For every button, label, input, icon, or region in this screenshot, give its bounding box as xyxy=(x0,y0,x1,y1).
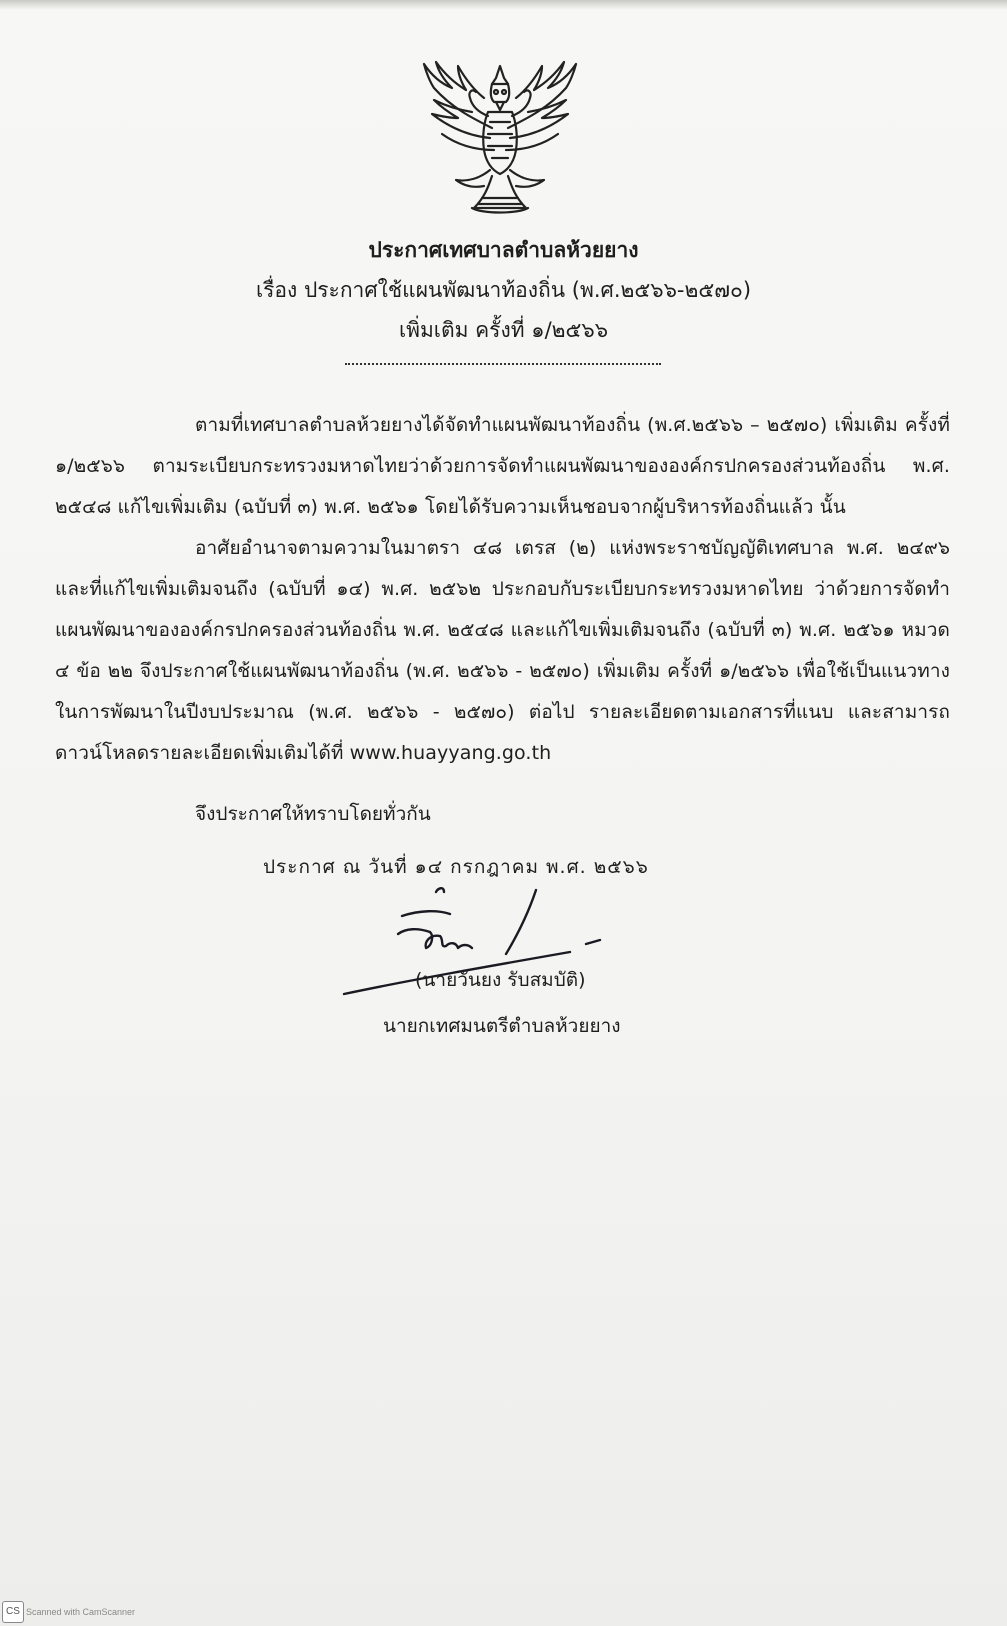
garuda-emblem-icon xyxy=(412,58,588,216)
closing-statement: จึงประกาศให้ทราบโดยทั่วกัน xyxy=(195,803,431,825)
announcement-title: ประกาศเทศบาลตำบลห้วยยาง xyxy=(368,238,639,262)
signer-name: (นายวันยง รับสมบัติ) xyxy=(415,969,586,991)
body-paragraph-1: ตามที่เทศบาลตำบลห้วยยางได้จัดทำแผนพัฒนาท้องถิ่น (พ.ศ.๒๕๖๖ – ๒๕๗๐) เพิ่มเติม ครั้งที่ ๑/๒๕๖๖ ตามระเบียบกระทรวงมหาดไทยว่าด้วยการจัดทำแผนพัฒนาขององค์กรปกครองส่วนท้องถิ่น พ.ศ. ๒๕๔๘ แก้ไขเพิ่มเติม (ฉบับที่ ๓) พ.ศ. ๒๕๖๑ โดยได้รับความเห็นชอบจากผู้บริหารท้องถิ่นแล้ว นั้น xyxy=(55,414,950,518)
body-paragraph-2: อาศัยอำนาจตามความในมาตรา ๔๘ เตรส (๒) แห่งพระราชบัญญัติเทศบาล พ.ศ. ๒๔๙๖ และที่แก้ไขเพิ่มเติมจนถึง (ฉบับที่ ๑๔) พ.ศ. ๒๕๖๒ ประกอบกับระเบียบกระทรวงมหาดไทย ว่าด้วยการจัดทำแผนพัฒนาขององค์กรปกครองส่วนท้องถิ่น พ.ศ. ๒๕๔๘ และแก้ไขเพิ่มเติมจนถึง (ฉบับที่ ๓) พ.ศ. ๒๕๖๑ หมวด ๔ ข้อ ๒๒ จึงประกาศใช้แผนพัฒนาท้องถิ่น (พ.ศ. ๒๕๖๖ - ๒๕๗๐) เพิ่มเติม ครั้งที่ ๑/๒๕๖๖ เพื่อใช้เป็นแนวทางในการพัฒนาในปีงบประมาณ (พ.ศ. ๒๕๖๖ - ๒๕๗๐) ต่อไป รายละเอียดตามเอกสารที่แนบ และสามารถดาวน์โหลดรายละเอียดเพิ่มเติมได้ที่ www.huayyang.go.th xyxy=(55,537,950,764)
announcement-date: ประกาศ ณ วันที่ ๑๔ กรกฎาคม พ.ศ. ๒๕๖๖ xyxy=(263,856,649,878)
scan-top-edge xyxy=(0,0,1007,10)
dotted-divider xyxy=(345,363,661,365)
scanner-watermark: Scanned with CamScanner xyxy=(26,1607,136,1617)
signer-position: นายกเทศมนตรีตำบลห้วยยาง xyxy=(383,1015,621,1037)
announcement-subject: เรื่อง ประกาศใช้แผนพัฒนาท้องถิ่น (พ.ศ.๒๕๖๖-๒๕๗๐) xyxy=(255,278,752,302)
camscanner-logo: CS xyxy=(2,1601,24,1623)
announcement-revision: เพิ่มเติม ครั้งที่ ๑/๒๕๖๖ xyxy=(398,318,609,342)
